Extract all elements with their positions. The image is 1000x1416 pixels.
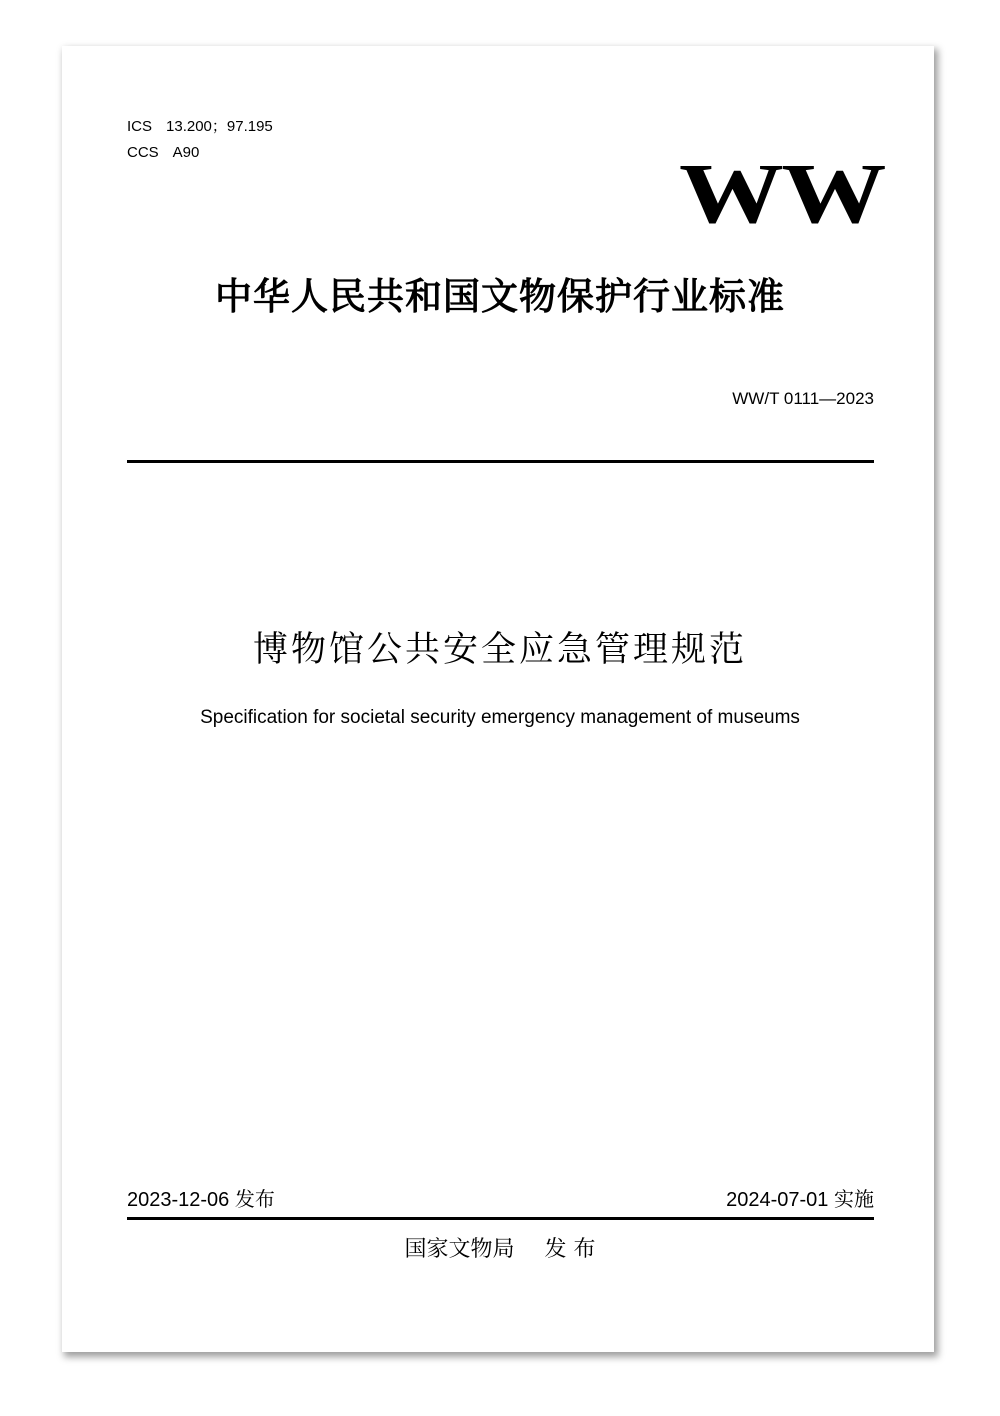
ccs-value: A90 (172, 144, 200, 161)
publish-date: 2023-12-06 发布 (127, 1189, 275, 1211)
ics-label: ICS (127, 118, 153, 135)
issuer-line (0, 1236, 1000, 1264)
industry-standard-title: 中华人民共和国文物保护行业标准 (215, 274, 785, 318)
header-divider (127, 460, 874, 463)
standard-number: WW/T 0111—2023 (732, 389, 874, 408)
issuer-name: 国家文物局 (404, 1237, 515, 1262)
implement-date: 2024-07-01 实施 (726, 1189, 874, 1211)
document-title-cn: 博物馆公共安全应急管理规范 (252, 630, 747, 670)
document-title-en: Specification for societal security emergency management of museums (200, 707, 800, 728)
ww-standard-logo: WW (679, 145, 884, 241)
issuer-action: 发 布 (544, 1237, 596, 1262)
ccs-label: CCS (127, 144, 159, 161)
footer-divider (127, 1217, 874, 1220)
ccs-code (127, 145, 199, 160)
document-page (62, 46, 934, 1352)
ics-value: 13.200；97.195 (166, 118, 273, 135)
ics-code (127, 119, 273, 134)
